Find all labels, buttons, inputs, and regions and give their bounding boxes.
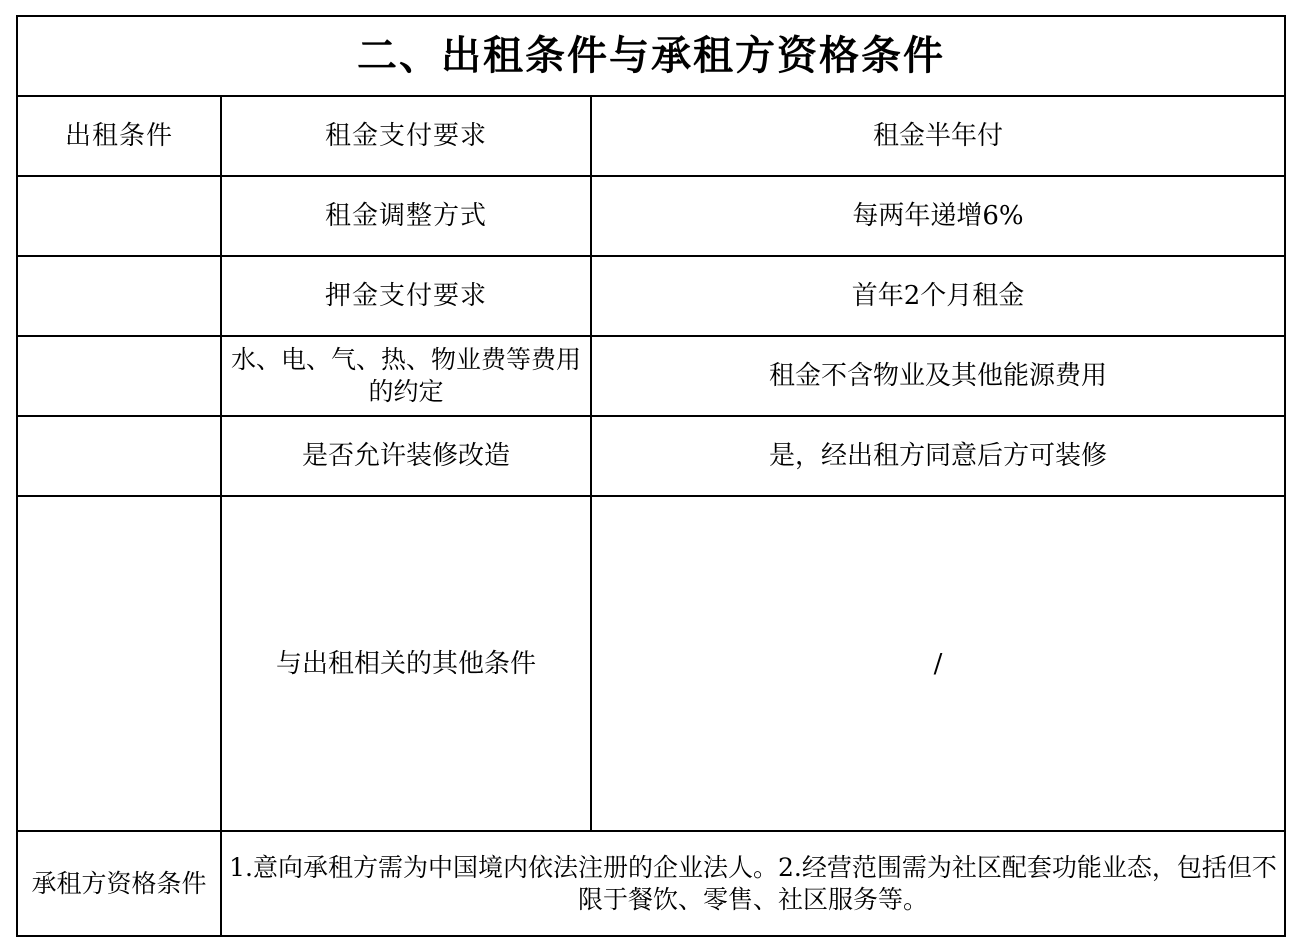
empty-cell (17, 336, 221, 416)
rental-conditions-table (16, 15, 1286, 937)
table-row (17, 496, 1285, 831)
empty-cell (17, 496, 221, 831)
table-row (17, 176, 1285, 256)
table-row (17, 831, 1285, 936)
item-value: 每两年递增6% (591, 176, 1285, 256)
item-label: 租金调整方式 (221, 176, 591, 256)
item-value: 是，经出租方同意后方可装修 (591, 416, 1285, 496)
item-value: 租金不含物业及其他能源费用 (591, 336, 1285, 416)
table-row (17, 336, 1285, 416)
item-label: 与出租相关的其他条件 (221, 496, 591, 831)
section-title: 二、出租条件与承租方资格条件 (17, 16, 1285, 96)
lessee-qualification-text: 1.意向承租方需为中国境内依法注册的企业法人。2.经营范围需为社区配套功能业态，包括但不限于餐饮、零售、社区服务等。 (221, 831, 1285, 936)
item-value: / (591, 496, 1285, 831)
section-label-rental-conditions: 出租条件 (17, 96, 221, 176)
empty-cell (17, 256, 221, 336)
empty-cell (17, 416, 221, 496)
empty-cell (17, 176, 221, 256)
table-row (17, 96, 1285, 176)
item-value: 首年2个月租金 (591, 256, 1285, 336)
item-value: 租金半年付 (591, 96, 1285, 176)
item-label: 押金支付要求 (221, 256, 591, 336)
item-label: 租金支付要求 (221, 96, 591, 176)
table-row (17, 416, 1285, 496)
item-label: 是否允许装修改造 (221, 416, 591, 496)
item-label: 水、电、气、热、物业费等费用的约定 (221, 336, 591, 416)
lessee-qualification-label: 承租方资格条件 (17, 831, 221, 936)
table-row (17, 256, 1285, 336)
